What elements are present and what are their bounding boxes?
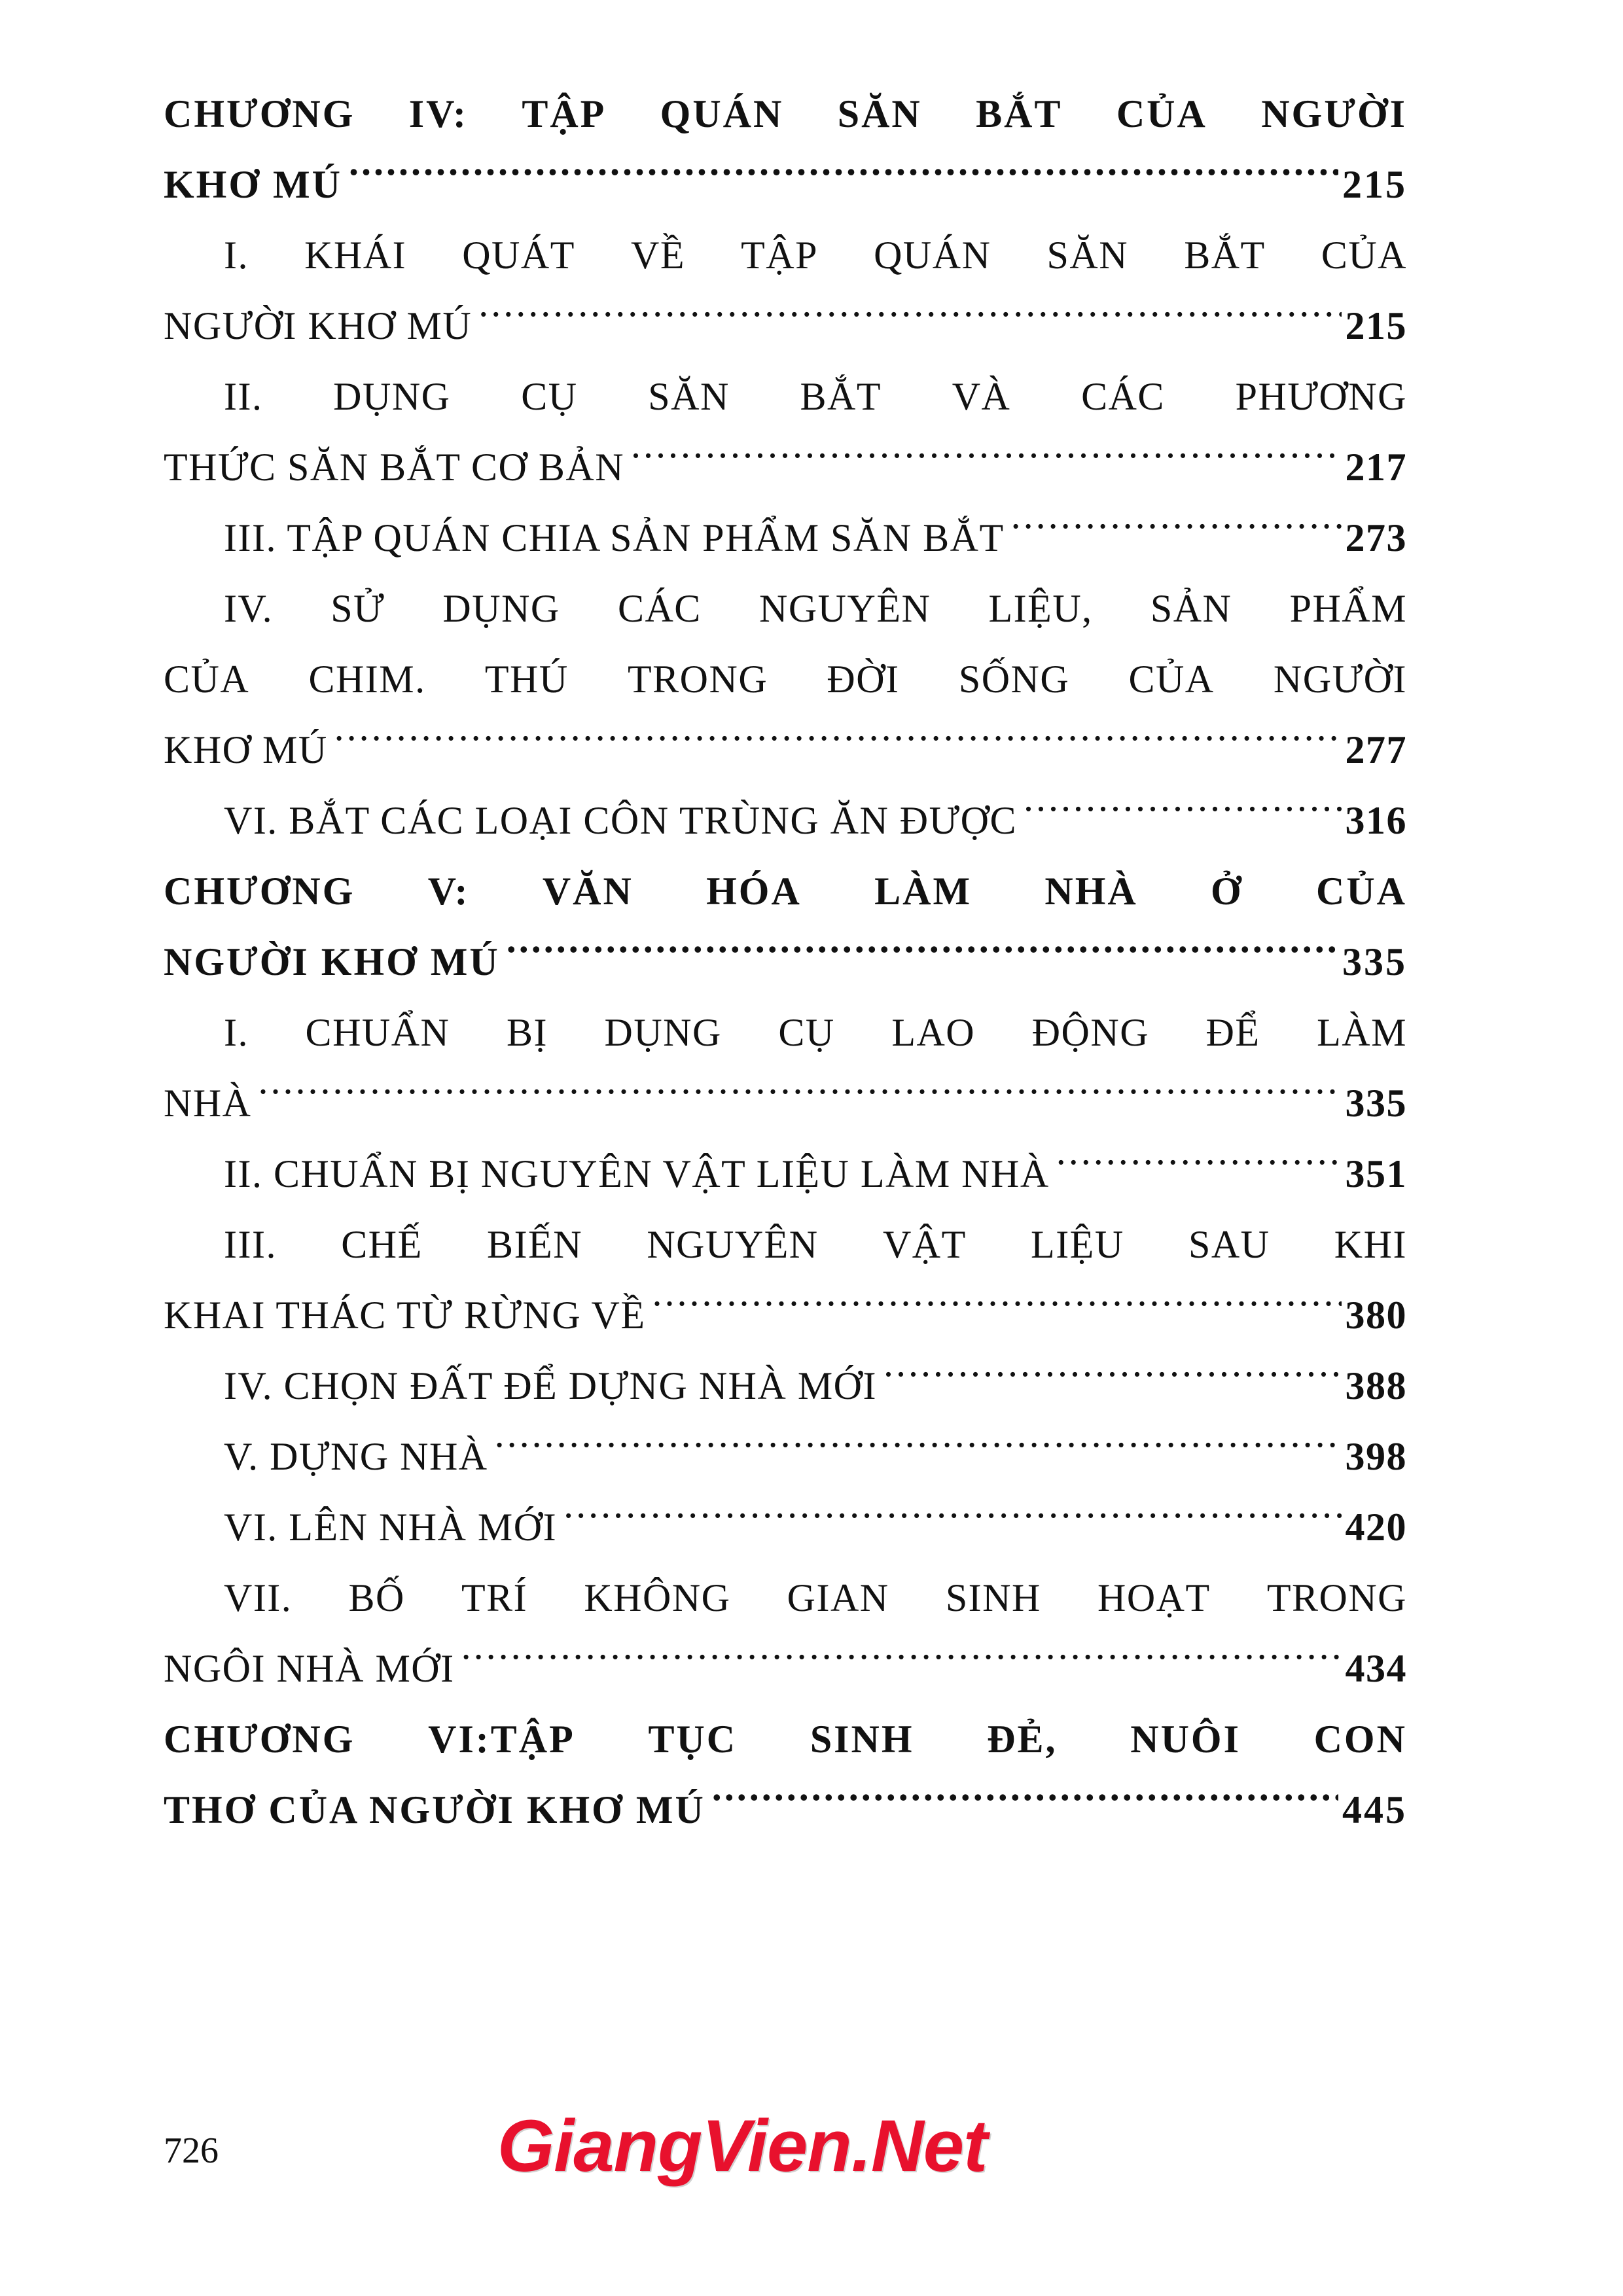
toc-line	[164, 503, 1407, 573]
toc-line	[164, 1704, 1407, 1775]
toc-line	[164, 432, 1407, 503]
toc-page-number: 215	[1342, 163, 1407, 206]
dot-leader	[631, 441, 1341, 480]
dot-leader	[1056, 1148, 1342, 1187]
toc-entry-title: IV. CHỌN ĐẤT ĐỂ DỰNG NHÀ MỚI	[224, 1364, 877, 1407]
toc-line	[164, 715, 1407, 785]
toc-page-number: 335	[1342, 940, 1407, 983]
toc-section-entry[interactable]	[164, 1421, 1407, 1492]
toc-line	[164, 785, 1407, 856]
toc-line	[164, 856, 1407, 927]
toc-line	[164, 927, 1407, 997]
toc-line	[164, 79, 1407, 149]
toc-page-number: 445	[1342, 1788, 1407, 1831]
toc-section-entry[interactable]	[164, 1139, 1407, 1209]
dot-leader	[563, 1501, 1341, 1540]
toc-line	[164, 997, 1407, 1068]
dot-leader	[349, 158, 1338, 198]
toc-entry-title: VI. LÊN NHÀ MỚI	[224, 1506, 558, 1549]
toc-entry-title: CHƯƠNG VI:TẬP TỤC SINH ĐẺ, NUÔI CON	[164, 1718, 1407, 1761]
dot-leader	[507, 936, 1338, 975]
toc-page-number: 420	[1345, 1506, 1407, 1549]
table-of-contents	[164, 79, 1407, 1845]
toc-entry-title: V. DỰNG NHÀ	[224, 1435, 488, 1478]
toc-page-number: 398	[1345, 1435, 1407, 1478]
toc-line	[164, 361, 1407, 432]
dot-leader	[495, 1430, 1342, 1470]
toc-entry-title: I. KHÁI QUÁT VỀ TẬP QUÁN SĂN BẮT CỦA	[224, 234, 1407, 277]
toc-section-entry[interactable]	[164, 573, 1407, 785]
toc-line	[164, 1139, 1407, 1209]
toc-chapter-entry[interactable]	[164, 1704, 1407, 1845]
dot-leader	[461, 1642, 1342, 1682]
toc-entry-title: KHƠ MÚ	[164, 163, 342, 206]
toc-page-number: 316	[1345, 799, 1407, 842]
toc-section-entry[interactable]	[164, 361, 1407, 503]
toc-line	[164, 1209, 1407, 1280]
toc-entry-title: NGƯỜI KHƠ MÚ	[164, 304, 473, 347]
toc-entry-title: THƠ CỦA NGƯỜI KHƠ MÚ	[164, 1788, 705, 1831]
toc-page-number: 217	[1345, 446, 1407, 489]
toc-entry-title: CHƯƠNG IV: TẬP QUÁN SĂN BẮT CỦA NGƯỜI	[164, 92, 1407, 135]
toc-entry-title: NGƯỜI KHƠ MÚ	[164, 940, 500, 983]
toc-entry-title: II. CHUẨN BỊ NGUYÊN VẬT LIỆU LÀM NHÀ	[224, 1152, 1050, 1195]
toc-page-number: 351	[1345, 1152, 1407, 1195]
dot-leader	[652, 1289, 1341, 1328]
dot-leader	[478, 300, 1341, 339]
toc-entry-title: II. DỤNG CỤ SĂN BẮT VÀ CÁC PHƯƠNG	[224, 375, 1407, 418]
toc-chapter-entry[interactable]	[164, 79, 1407, 220]
toc-page-number: 434	[1345, 1647, 1407, 1690]
dot-leader	[1011, 512, 1342, 551]
dot-leader	[712, 1784, 1338, 1823]
toc-page-number: 277	[1345, 728, 1407, 771]
dot-leader	[334, 724, 1342, 763]
toc-page-number: 215	[1345, 304, 1407, 347]
toc-entry-title: KHAI THÁC TỪ RỪNG VỀ	[164, 1294, 646, 1337]
toc-section-entry[interactable]	[164, 220, 1407, 361]
toc-section-entry[interactable]	[164, 997, 1407, 1139]
watermark: GiangVien.Net	[497, 2105, 988, 2187]
toc-entry-title: IV. SỬ DỤNG CÁC NGUYÊN LIỆU, SẢN PHẨM	[224, 587, 1407, 630]
dot-leader	[883, 1360, 1342, 1399]
toc-section-entry[interactable]	[164, 1492, 1407, 1563]
toc-entry-title: VI. BẮT CÁC LOẠI CÔN TRÙNG ĂN ĐƯỢC	[224, 799, 1018, 842]
toc-section-entry[interactable]	[164, 1563, 1407, 1704]
toc-page-number: 335	[1345, 1082, 1407, 1125]
toc-line	[164, 149, 1407, 220]
toc-section-entry[interactable]	[164, 1209, 1407, 1351]
toc-line	[164, 1068, 1407, 1139]
toc-line	[164, 1421, 1407, 1492]
toc-line	[164, 573, 1407, 644]
toc-entry-title: NGÔI NHÀ MỚI	[164, 1647, 455, 1690]
toc-line	[164, 1633, 1407, 1704]
toc-line	[164, 1351, 1407, 1421]
toc-entry-title: THỨC SĂN BẮT CƠ BẢN	[164, 446, 625, 489]
toc-section-entry[interactable]	[164, 503, 1407, 573]
toc-entry-title: KHƠ MÚ	[164, 728, 328, 771]
toc-entry-title: CỦA CHIM. THÚ TRONG ĐỜI SỐNG CỦA NGƯỜI	[164, 658, 1407, 701]
toc-line	[164, 644, 1407, 715]
toc-section-entry[interactable]	[164, 785, 1407, 856]
toc-line	[164, 291, 1407, 361]
toc-line	[164, 1563, 1407, 1633]
toc-line	[164, 1775, 1407, 1845]
toc-entry-title: CHƯƠNG V: VĂN HÓA LÀM NHÀ Ở CỦA	[164, 870, 1407, 913]
toc-entry-title: NHÀ	[164, 1082, 252, 1125]
toc-page-number: 273	[1345, 516, 1407, 559]
toc-section-entry[interactable]	[164, 1351, 1407, 1421]
toc-page-number: 380	[1345, 1294, 1407, 1337]
toc-entry-title: III. TẬP QUÁN CHIA SẢN PHẨM SĂN BẮT	[224, 516, 1005, 559]
toc-page-number: 388	[1345, 1364, 1407, 1407]
toc-entry-title: I. CHUẨN BỊ DỤNG CỤ LAO ĐỘNG ĐỂ LÀM	[224, 1011, 1407, 1054]
toc-entry-title: VII. BỐ TRÍ KHÔNG GIAN SINH HOẠT TRONG	[224, 1576, 1407, 1619]
page-number: 726	[164, 2130, 219, 2171]
dot-leader	[1024, 794, 1341, 834]
dot-leader	[259, 1077, 1342, 1116]
toc-line	[164, 220, 1407, 291]
toc-line	[164, 1492, 1407, 1563]
toc-entry-title: III. CHẾ BIẾN NGUYÊN VẬT LIỆU SAU KHI	[224, 1223, 1407, 1266]
toc-line	[164, 1280, 1407, 1351]
toc-chapter-entry[interactable]	[164, 856, 1407, 997]
